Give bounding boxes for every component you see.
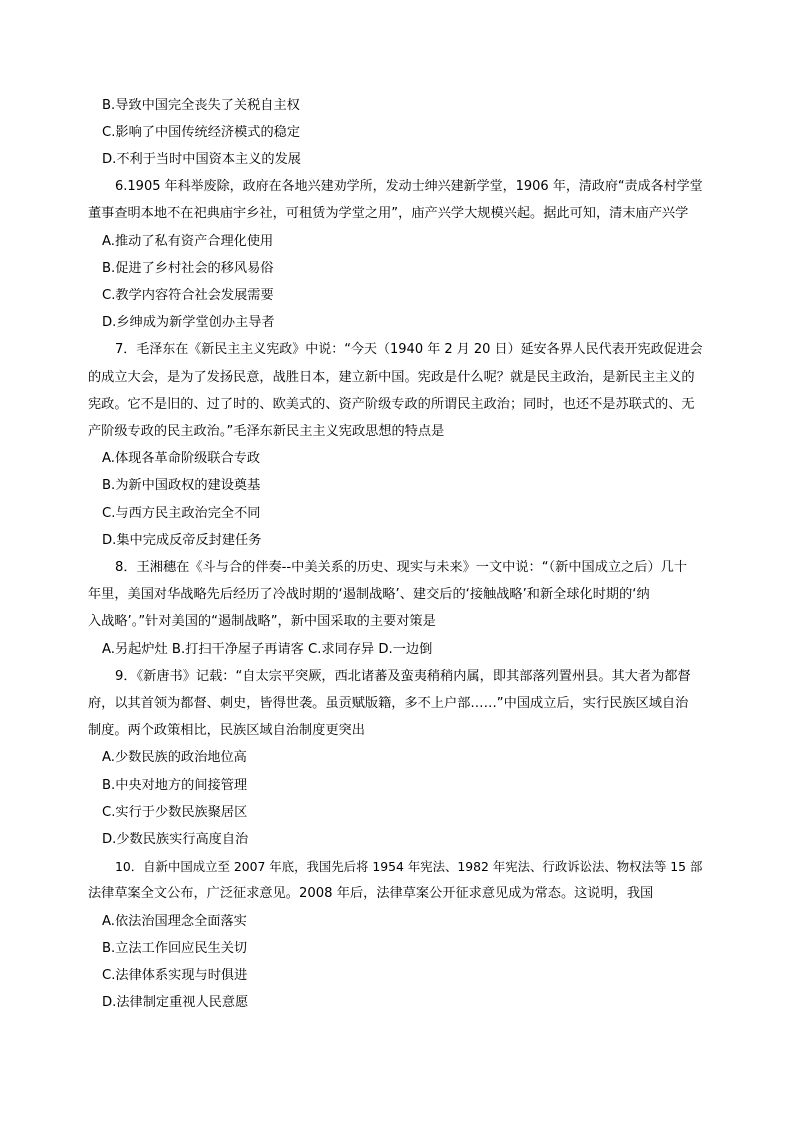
option-line: D.少数民族实行高度自治 (102, 832, 249, 847)
option-line: D.乡绅成为新学堂创办主导者 (102, 315, 275, 330)
option-line: D.不利于当时中国资本主义的发展 (102, 152, 301, 167)
option-line: C.与西方民主政治完全不同 (102, 506, 261, 521)
option-line: A.推动了私有资产合理化使用 (102, 234, 274, 249)
question-text: 入战略’。”针对美国的“遏制战略”，新中国采取的主要对策是 (88, 614, 436, 629)
question-text: 的成立大会，是为了发扬民意，战胜日本，建立新中国。宪政是什么呢？就是民主政治，是新民主主义的 (88, 370, 695, 385)
question-text: 制度。两个政策相比，民族区域自治制度更突出 (88, 723, 365, 738)
question-text: 产阶级专政的民主政治。”毛泽东新民主主义宪政思想的特点是 (88, 424, 445, 439)
question-text: 府，以其首领为都督、刺史，皆得世袭。虽贡赋版籍，多不上户部……”中国成立后，实行民族区域自治 (88, 696, 689, 711)
option-line: B.导致中国完全丧失了关税自主权 (102, 98, 300, 113)
question-text: 宪政。它不是旧的、过了时的、欧美式的、资产阶级专政的所谓民主政治；同时，也还不是苏联式的、无 (88, 397, 695, 412)
option-line: A.依法治国理念全面落实 (102, 914, 247, 929)
option-line: B.为新中国政权的建设奠基 (102, 478, 261, 493)
option-line: D.法律制定重视人民意愿 (102, 995, 249, 1010)
option-line: B.立法工作回应民生关切 (102, 941, 248, 956)
question-text: 法律草案全文公布，广泛征求意见。2008 年后，法律草案公开征求意见成为常态。这说明，我国 (88, 886, 654, 901)
option-line: B.促进了乡村社会的移风易俗 (102, 261, 274, 276)
question-9-stem: 9．《新唐书》记载：“自太宗平突厥，西北诸蕃及蛮夷稍稍内属，即其部落列置州县。其大者为都督 (115, 669, 691, 684)
question-8-stem: 8．王湘穗在《斗与合的伴奏--中美关系的历史、现实与未来》一文中说：“（新中国成立之后）几十 (115, 560, 688, 575)
option-line: C.影响了中国传统经济模式的稳定 (102, 125, 301, 140)
option-line: C.教学内容符合社会发展需要 (102, 288, 274, 303)
question-6-stem: 6.1905 年科举废除，政府在各地兴建劝学所，发动士绅兴建新学堂，1906 年，清政府“责成各村学堂 (115, 179, 703, 194)
question-text: 年里，美国对华战略先后经历了冷战时期的‘遏制战略’、建交后的‘接触战略’和新全球化时期的‘纳 (88, 587, 650, 602)
question-text: 董事查明本地不在祀典庙宇乡社，可租赁为学堂之用”，庙产兴学大规模兴起。据此可知，清末庙产兴学 (88, 206, 689, 221)
option-line: A.少数民族的政治地位高 (102, 750, 247, 765)
option-line: A.体现各革命阶级联合专政 (102, 451, 261, 466)
option-line: A.另起炉灶 B.打扫干净屋子再请客 C.求同存异 D.一边倒 (102, 642, 433, 657)
option-line: C.实行于少数民族聚居区 (102, 805, 248, 820)
option-line: C.法律体系实现与时俱进 (102, 968, 248, 983)
option-line: D.集中完成反帝反封建任务 (102, 533, 262, 548)
option-line: B.中央对地方的间接管理 (102, 778, 248, 793)
question-10-stem: 10．自新中国成立至 2007 年底，我国先后将 1954 年宪法、1982 年宪法、行政诉讼法、物权法等 15 部 (115, 859, 703, 874)
question-7-stem: 7．毛泽东在《新民主主义宪政》中说：“今天（1940 年 2 月 20 日）延安各界人民代表开宪政促进会 (115, 342, 703, 357)
